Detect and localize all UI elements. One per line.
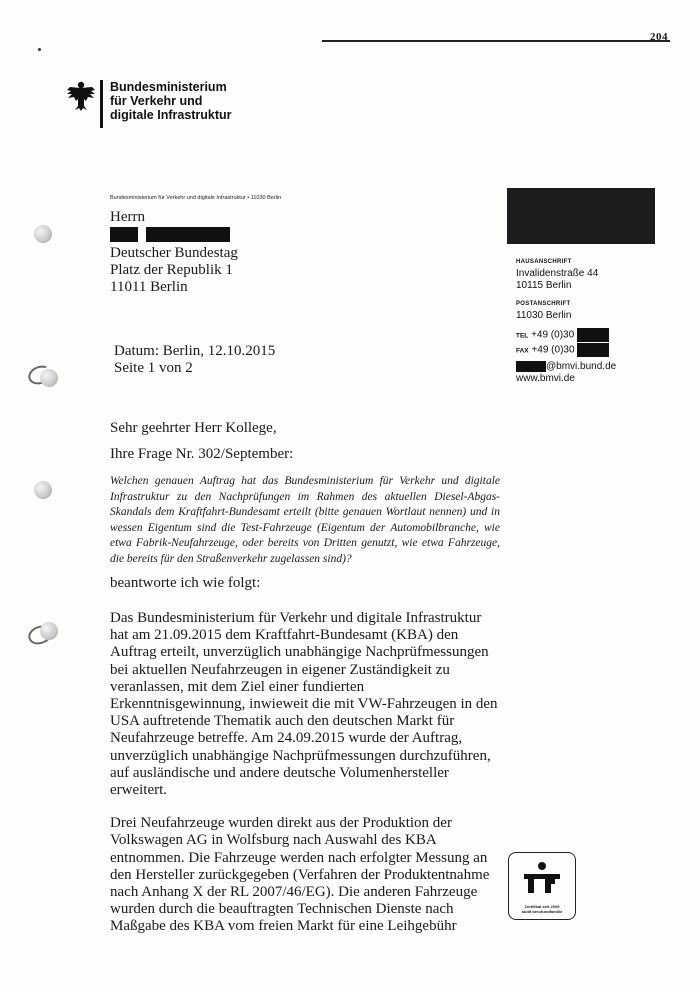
question-reference: Ihre Frage Nr. 302/September: [110,446,294,462]
scan-speck [38,48,41,51]
email-domain: @bmvi.bund.de [546,361,617,373]
fax-label: FAX [516,347,529,355]
redaction-bar [516,361,546,372]
binder-hole [40,369,58,387]
letter-body [110,420,500,936]
website: www.bmvi.de [516,373,575,385]
redaction-bar [577,343,609,357]
telephone-number: +49 (0)30 [531,329,575,341]
certificate-caption: Zertifikat seit 2009 [524,904,560,909]
page-number: 204 [650,31,668,43]
recipient-institution: Deutscher Bundestag [110,245,238,261]
logo-divider [100,80,103,128]
redaction-bar [577,328,609,342]
recipient-salutation: Herrn [110,209,145,225]
redaction-bar [110,227,138,242]
postal-city: 11030 Berlin [516,310,572,321]
berufundfamilie-certificate-icon [508,852,576,920]
telephone-row [516,328,616,343]
letter-date: Datum: Berlin, 12.10.2015 [114,343,276,359]
fax-number: +49 (0)30 [531,344,575,356]
certificate-caption: audit berufundfamilie [521,909,563,914]
redaction-bar [146,227,230,242]
email-row [516,361,616,373]
page-indicator: Seite 1 von 2 [114,360,193,376]
recipient-address [110,209,238,296]
sender-return-line: Bundesministerium für Verkehr und digitale Infrastruktur • 11030 Berlin [110,195,282,201]
house-street: Invalidenstraße 44 [516,268,599,279]
postal-address-label: POSTANSCHRIFT [516,301,571,307]
contact-block [516,256,616,385]
answer-intro: beantworte ich wie folgt: [110,575,261,591]
body-paragraph: Drei Neufahrzeuge wurden direkt aus der Produktion der Volkswagen AG in Wolfsburg nach Auswahl des KBA entnommen. Die Fahrzeuge werden nach erfolgter Messung an den Hersteller zurückgegeben (Verfahren der Produktentnahme nach Anhang X der RL 2007/46/EG). Die anderen Fahrzeuge wurden durch die beauftragten Technischen Dienste nach Maßgabe des KBA vom freien Markt für eine Leihgebühr [110,815,490,935]
binder-hole [40,622,58,640]
ministry-name-line: Bundesministerium [110,80,227,94]
telephone-label: TEL [516,332,529,340]
binder-hole [34,481,52,499]
question-text: Welchen genauen Auftrag hat das Bundesministerium für Verkehr und digitale Infrastruktur zu den Nachprüfungen im Rahmen des aktuellen Diesel-Abgas-Skandals dem Kraftfahrt-Bundesamt erteilt (bitte genauen Wortlaut nennen) und in wessen Eigentum sind die Test-Fahrzeuge (Eigentum der Automobilbranche, wie etwa Fabrik-Neufahrzeuge, oder bereits von Dritten genutzt, wie etwa Fahrzeuge, die bereits für den Straßenverkehr zugelassen sind)? [110,475,500,565]
date-block [114,343,275,377]
body-paragraph: Das Bundesministerium für Verkehr und digitale Infrastruktur hat am 21.09.2015 dem Kraftfahrt-Bundesamt (KBA) den Auftrag erteilt, unverzüglich unabhängige Nachprüfmessungen bei aktuellen Neufahrzeugen in eigener Zuständigkeit zu veranlassen, mit dem Ziel einer fundierten Erkenntnisgewinnung, inwieweit die mit VW-Fahrzeugen in den USA auftretende Thematik auch den deutschen Markt für Neufahrzeuge betreffe. Am 24.09.2015 wurde der Auftrag, unverzüglich unabhängige Nachprüfmessungen durchzuführen, auf ausländische und andere deutsche Volumenhersteller erweitert. [110,610,498,799]
greeting: Sehr geehrter Herr Kollege, [110,420,277,436]
house-address-label: HAUSANSCHRIFT [516,259,572,265]
house-city: 10115 Berlin [516,280,572,291]
ministry-name-line: digitale Infrastruktur [110,108,232,122]
recipient-name-redacted [110,226,238,245]
federal-eagle-icon [66,80,96,112]
ministry-name [110,80,232,122]
top-rule [322,40,670,42]
ministry-name-line: für Verkehr und [110,94,203,108]
fax-row [516,343,616,358]
redaction-box [507,188,655,244]
recipient-city: 11011 Berlin [110,279,188,295]
recipient-street: Platz der Republik 1 [110,262,233,278]
binder-hole [34,225,52,243]
